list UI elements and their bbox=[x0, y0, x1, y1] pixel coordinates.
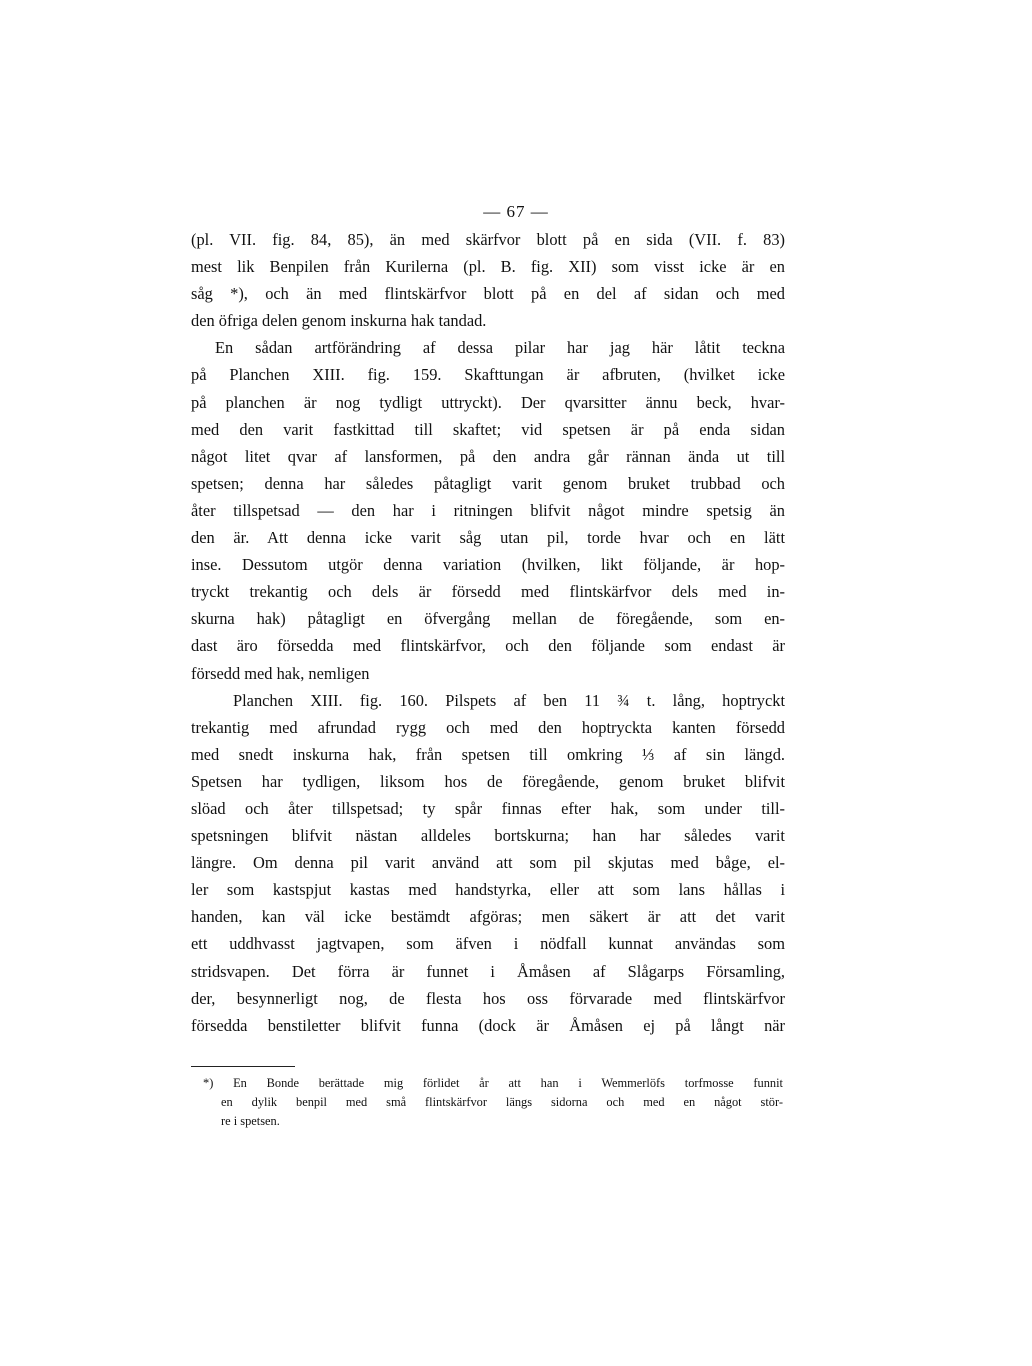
text-line: något litet qvar af lansformen, på den andra går rännan ända ut till bbox=[191, 446, 785, 466]
page-number: — 67 — bbox=[483, 202, 549, 221]
paragraph-start-line: Planchen XIII. fig. 160. Pilspets af ben 11 ¾ t. lång, hoptryckt bbox=[233, 690, 785, 710]
text-line: spetsningen blifvit nästan alldeles bortskurna; han har således varit bbox=[191, 826, 785, 846]
text-line: ler som kastspjut kastas med handstyrka, eller att som lans hållas i bbox=[191, 880, 785, 900]
text-line: inse. Dessutom utgör denna variation (hvilken, likt följande, är hop- bbox=[191, 555, 785, 575]
text-line: försedd med hak, nemligen bbox=[191, 663, 370, 683]
text-line: på Planchen XIII. fig. 159. Skafttungan är afbruten, (hvilket icke bbox=[191, 365, 785, 385]
text-line: stridsvapen. Det förra är funnet i Åmåsen af Slågarps Församling, bbox=[191, 961, 785, 981]
text-line: dast äro försedda med flintskärfvor, och den följande som endast är bbox=[191, 636, 785, 656]
text-line: tryckt trekantig och dels är försedd med flintskärfvor dels med in- bbox=[191, 582, 785, 602]
text-line: handen, kan väl icke bestämdt afgöras; men säkert är att det varit bbox=[191, 907, 785, 927]
text-line: spetsen; denna har således påtagligt varit genom bruket trubbad och bbox=[191, 473, 785, 493]
text-line: der, besynnerligt nog, de flesta hos oss förvarade med flintskärfvor bbox=[191, 988, 785, 1008]
text-line: skurna hak) påtagligt en öfvergång mellan de föregående, som en- bbox=[191, 609, 785, 629]
footnote-line: *) En Bonde berättade mig förlidet år att han i Wemmerlöfs torfmosse funnit bbox=[203, 1076, 783, 1090]
footnote-line: re i spetsen. bbox=[221, 1114, 280, 1128]
footnote-line: en dylik benpil med små flintskärfvor längs sidorna och med en något stör- bbox=[221, 1095, 783, 1109]
text-line: trekantig med afrundad rygg och med den hoptryckta kanten försedd bbox=[191, 717, 785, 737]
text-line: den öfriga delen genom inskurna hak tandad. bbox=[191, 311, 487, 331]
paragraph-start-line: En sådan artförändring af dessa pilar har jag här låtit teckna bbox=[215, 338, 785, 358]
text-line: längre. Om denna pil varit använd att som pil skjutas med båge, el- bbox=[191, 853, 785, 873]
text-line: slöad och åter tillspetsad; ty spår finnas efter hak, som under till- bbox=[191, 798, 785, 818]
text-line: försedda benstiletter blifvit funna (dock är Åmåsen ej på långt när bbox=[191, 1015, 785, 1035]
footnote-separator bbox=[191, 1066, 295, 1067]
text-line: såg *), och än med flintskärfvor blott på en del af sidan och med bbox=[191, 284, 785, 304]
text-line: på planchen är nog tydligt uttryckt). Der qvarsitter ännu beck, hvar- bbox=[191, 392, 785, 412]
text-line: med den varit fastkittad till skaftet; vid spetsen är på enda sidan bbox=[191, 419, 785, 439]
text-line: mest lik Benpilen från Kurilerna (pl. B. fig. XII) som visst icke är en bbox=[191, 257, 785, 277]
footnote bbox=[203, 1074, 783, 1131]
text-line: ett uddhvasst jagtvapen, som äfven i nödfall kunnat användas som bbox=[191, 934, 785, 954]
text-line: med snedt inskurna hak, från spetsen till omkring ⅓ af sin längd. bbox=[191, 744, 785, 764]
text-line: Spetsen har tydligen, liksom hos de föregående, genom bruket blifvit bbox=[191, 771, 785, 791]
text-line: åter tillspetsad — den har i ritningen blifvit något mindre spetsig än bbox=[191, 500, 785, 520]
body-text bbox=[191, 226, 785, 1039]
text-line: den är. Att denna icke varit såg utan pil, torde hvar och en lätt bbox=[191, 528, 785, 548]
text-line: (pl. VII. fig. 84, 85), än med skärfvor blott på en sida (VII. f. 83) bbox=[191, 230, 785, 249]
